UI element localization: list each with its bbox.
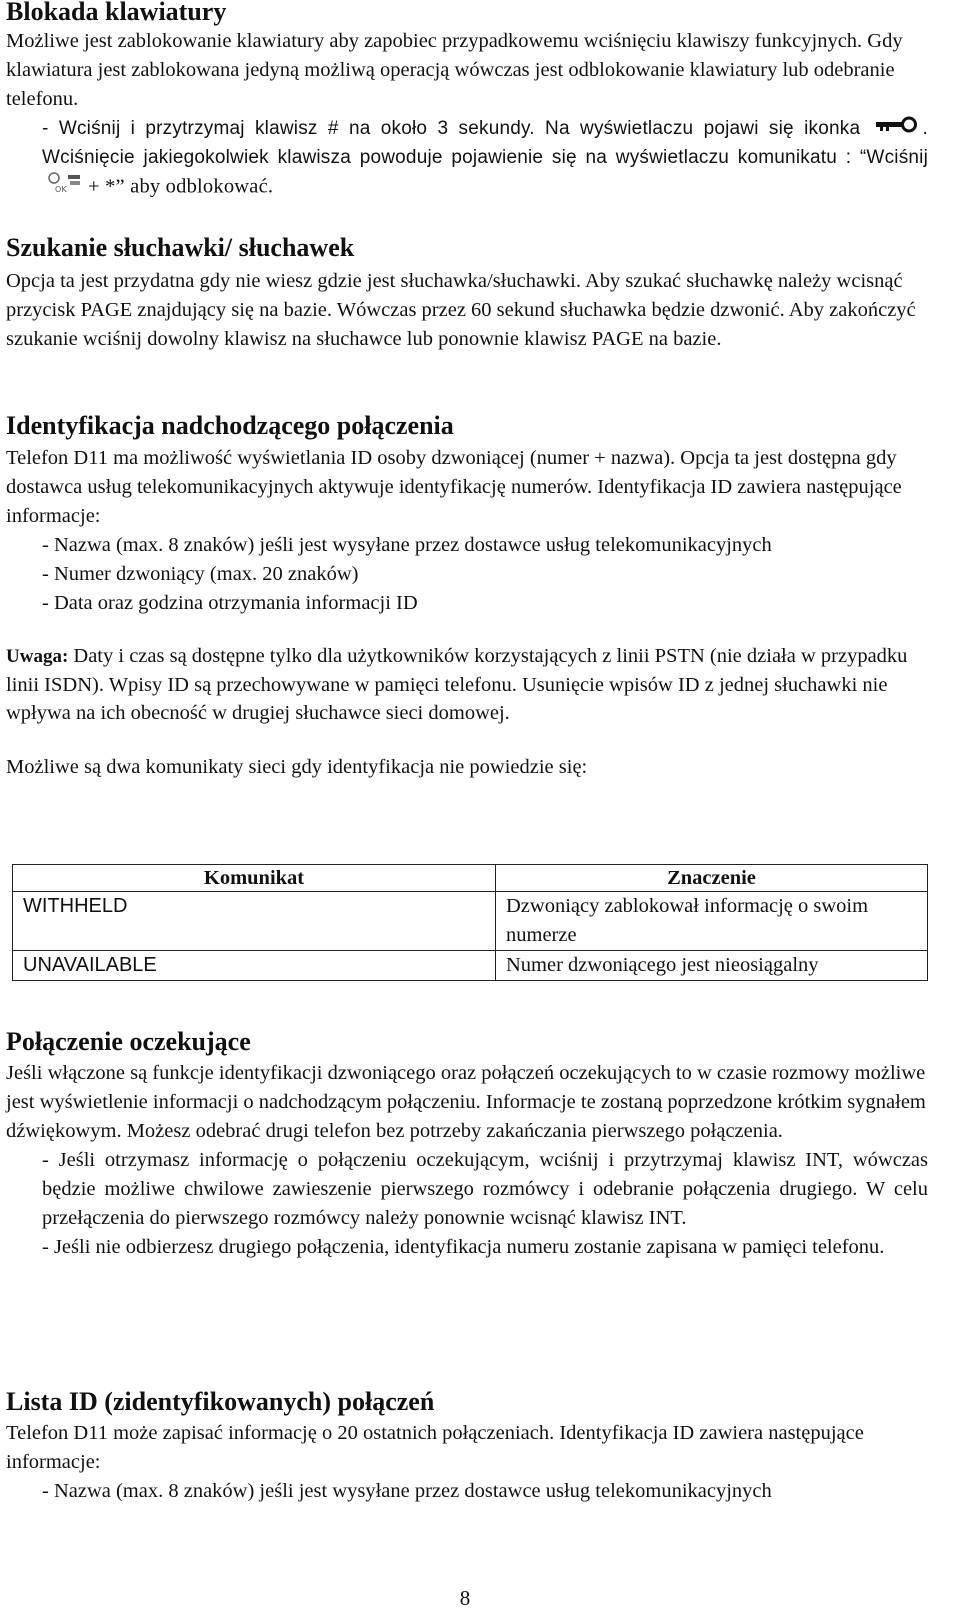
list-item: - Nazwa (max. 8 znaków) jeśli jest wysyłane przez dostawce usług telekomunikacyjnych — [42, 534, 772, 556]
paragraph: Możliwe jest zablokowanie klawiatury aby zapobiec przypadkowemu wciśnięciu klawiszy funkcyjnych. Gdy klawiatura jest zablokowana jedyną możliwą operacją wówczas jest odblokowanie klawiatury lub odebranie telefonu. — [6, 30, 903, 110]
table-intro: Możliwe są dwa komunikaty sieci gdy identyfikacja nie powiedzie się: — [6, 756, 588, 778]
key-icon — [875, 114, 919, 143]
section-title: Blokada klawiatury — [6, 0, 227, 26]
list-item: - Numer dzwoniący (max. 20 znaków) — [42, 563, 359, 585]
paragraph: Telefon D11 ma możliwość wyświetlania ID osoby dzwoniącej (numer + nazwa). Opcja ta jest dostępna gdy dostawca usług telekomunikacyjnych aktywuje identyfikację numerów. Identyfikacja ID zawiera następujące informacje: — [6, 447, 902, 527]
section-title: Szukanie słuchawki/ słuchawek — [6, 233, 355, 262]
paragraph: Jeśli włączone są funkcje identyfikacji dzwoniącego oraz połączeń oczekujących to w czasie rozmowy możliwe jest wyświetlenie informacji o nadchodzącym połączeniu. Informacje te zostaną poprzedzone krótkim sygnałem dźwiękowym. Możesz odebrać drugi telefon bez potrzeby zakańczania pierwszego połączenia. — [6, 1062, 926, 1142]
section-call-waiting — [6, 1027, 928, 1262]
section-keypad-lock — [6, 0, 928, 203]
table-header-row — [13, 865, 928, 892]
paragraph: Telefon D11 może zapisać informację o 20 ostatnich połączeniach. Identyfikacja ID zawiera następujące informacje: — [6, 1422, 864, 1473]
caller-id-messages-table — [12, 864, 928, 981]
table-cell: Numer dzwoniącego jest nieosiągalny — [496, 951, 928, 981]
instruction-text-a: - Wciśnij i przytrzymaj klawisz # na około 3 sekundy. Na wyświetlaczu pojawi się ikonka — [42, 118, 861, 139]
svg-text:OK: OK — [55, 185, 67, 195]
note-text: Daty i czas są dostępne tylko dla użytkowników korzystających z linii PSTN (nie działa w przypadku linii ISDN). Wpisy ID są przechowywane w pamięci telefonu. Usunięcie wpisów ID z jednej słuchawki nie wpływa na ich obecność w drugiej słuchawce sieci domowej. — [6, 645, 908, 724]
section-title: Połączenie oczekujące — [6, 1027, 251, 1056]
table-cell: WITHHELD — [13, 892, 496, 951]
instruction-text-c: + *” aby odblokować. — [88, 176, 274, 198]
list-item: - Jeśli nie odbierzesz drugiego połączenia, identyfikacja numeru zostanie zapisana w pamięci telefonu. — [42, 1236, 885, 1258]
section-call-list — [6, 1387, 928, 1506]
paragraph: Opcja ta jest przydatna gdy nie wiesz gdzie jest słuchawka/słuchawki. Aby szukać słuchawkę należy wcisnąć przycisk PAGE znajdujący się na bazie. Wówczas przez 60 sekund słuchawka będzie dzwonić. Aby zakończyć szukanie wciśnij dowolny klawisz na słuchawce lub ponownie klawisz PAGE na bazie. — [6, 270, 916, 350]
column-header: Znaczenie — [496, 865, 928, 892]
table-row — [13, 951, 928, 981]
table-row — [13, 892, 928, 951]
section-handset-search — [6, 233, 928, 354]
list-item: - Jeśli otrzymasz informację o połączeniu oczekującym, wciśnij i przytrzymaj klawisz INT, wówczas będzie możliwe chwilowe zawieszenie pierwszego rozmówcy i odebranie połączenia drugiego. W celu przełączenia do pierwszego rozmówcy należy ponownie wcisnąć klawisz INT. — [42, 1149, 928, 1229]
instruction-text-b: . Wciśnięcie jakiegokolwiek klawisza powoduje pojawienie się na wyświetlaczu komunikatu : “Wciśnij — [42, 118, 928, 169]
instruction-paragraph — [6, 114, 928, 203]
section-caller-id — [6, 411, 928, 782]
note-label: Uwaga: — [6, 646, 69, 667]
table-cell: Dzwoniący zablokował informację o swoim numerze — [496, 892, 928, 951]
table-cell: UNAVAILABLE — [13, 951, 496, 981]
list-item: - Data oraz godzina otrzymania informacji ID — [42, 592, 418, 614]
section-title: Identyfikacja nadchodzącego połączenia — [6, 411, 454, 440]
list-item: - Nazwa (max. 8 znaków) jeśli jest wysyłane przez dostawce usług telekomunikacyjnych — [42, 1480, 772, 1502]
note-paragraph — [6, 642, 928, 727]
ok-key-icon — [46, 172, 84, 203]
column-header: Komunikat — [13, 865, 496, 892]
page-number: 8 — [459, 1586, 471, 1610]
section-title: Lista ID (zidentyfikowanych) połączeń — [6, 1387, 435, 1416]
